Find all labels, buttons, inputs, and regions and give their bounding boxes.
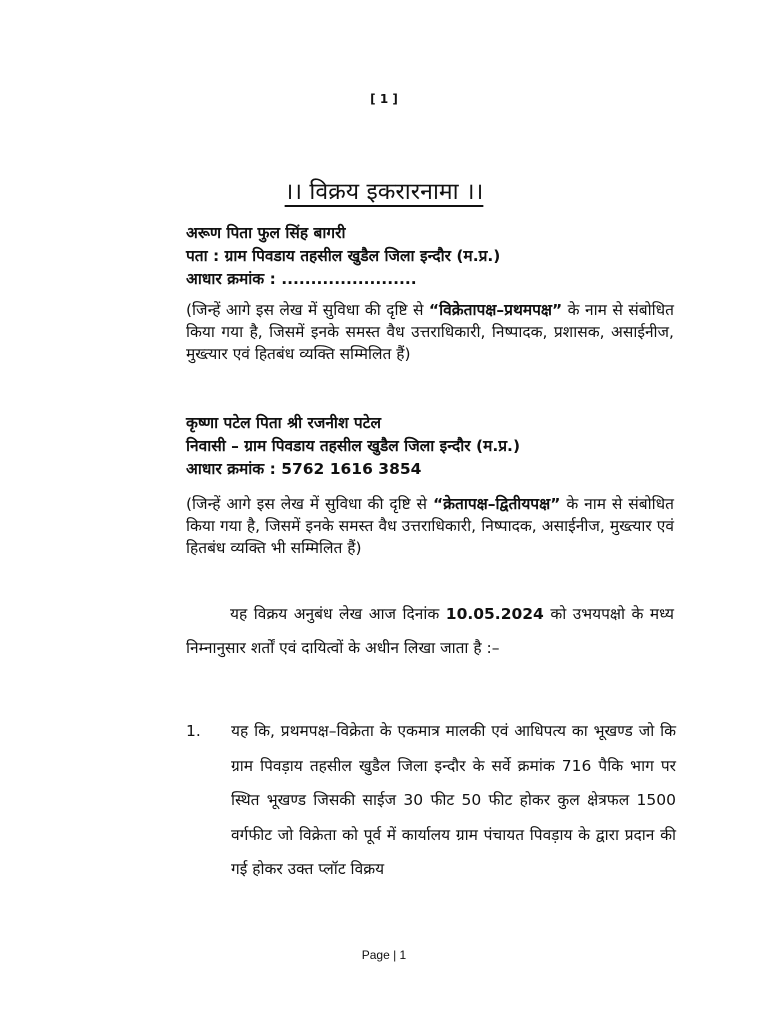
buyer-clause-post: के नाम से संबोधित किया गया है, जिसमें इनके समस्त वैध उत्तराधिकारी, निष्पादक, असाईनीज, मुख्त्यार एवं हितबंध व्यक्ति भी सम्मिलित हैं) — [186, 495, 674, 557]
seller-clause-post: के नाम से संबोधित किया गया है, जिसमें इनके समस्त वैध उत्तराधिकारी, निष्पादक, प्रशासक, असाईनीज, मुख्त्यार एवं हितबंध व्यक्ति सम्मिलित हैं) — [186, 301, 674, 363]
seller-address: पता : ग्राम पिवडाय तहसील खुडैल जिला इन्दौर (म.प्र.) — [186, 247, 501, 265]
seller-clause — [186, 299, 674, 365]
buyer-clause-term: “क्रेतापक्ष–द्वितीयपक्ष” — [432, 495, 561, 513]
seller-name: अरूण पिता फुल सिंह बागरी — [186, 224, 346, 242]
document-title — [0, 174, 768, 206]
seller-clause-pre: (जिन्हें आगे इस लेख में सुविधा की दृष्टि से — [186, 301, 429, 319]
clause-text: यह कि, प्रथमपक्ष–विक्रेता के एकमात्र मालकी एवं आधिपत्य का भूखण्ड जो कि ग्राम पिवड़ाय तहसील खुडैल जिला इन्दौर के सर्वे क्रमांक 716 पैकि भाग पर स्थित भूखण्ड जिसकी साईज 30 फीट 50 फीट होकर कुल क्षेत्रफल 1500 वर्गफीट जो विक्रेता को पूर्व में कार्यालय ग्राम पंचायत पिवड़ाय के द्वारा प्रदान की गई होकर उक्त प्लॉट विक्रय — [231, 722, 676, 878]
intro-paragraph — [186, 597, 674, 665]
buyer-details — [186, 412, 686, 481]
seller-aadhaar: आधार क्रमांक : ....................... — [186, 270, 417, 288]
intro-post: को उभयपक्षो के मध्य निम्नानुसार शर्तों एवं दायित्वों के अधीन लिखा जाता है :– — [186, 605, 674, 657]
page-marker: [ 1 ] — [370, 92, 398, 106]
agreement-date: 10.05.2024 — [445, 605, 544, 623]
clause-number: 1. — [186, 722, 201, 740]
buyer-clause — [186, 493, 674, 559]
intro-pre: यह विक्रय अनुबंध लेख आज दिनांक — [230, 605, 446, 623]
buyer-aadhaar: आधार क्रमांक : 5762 1616 3854 — [186, 460, 422, 478]
buyer-address: निवासी – ग्राम पिवडाय तहसील खुडैल जिला इन्दौर (म.प्र.) — [186, 437, 521, 455]
page-footer: Page | 1 — [361, 948, 407, 962]
buyer-clause-pre: (जिन्हें आगे इस लेख में सुविधा की दृष्टि से — [186, 495, 433, 513]
buyer-name: कृष्णा पटेल पिता श्री रजनीश पटेल — [186, 414, 382, 432]
seller-clause-term: “विक्रेतापक्ष–प्रथमपक्ष” — [428, 301, 563, 319]
seller-details — [186, 222, 686, 291]
document-title-text: ।। विक्रय इकरारनामा ।। — [284, 179, 484, 205]
